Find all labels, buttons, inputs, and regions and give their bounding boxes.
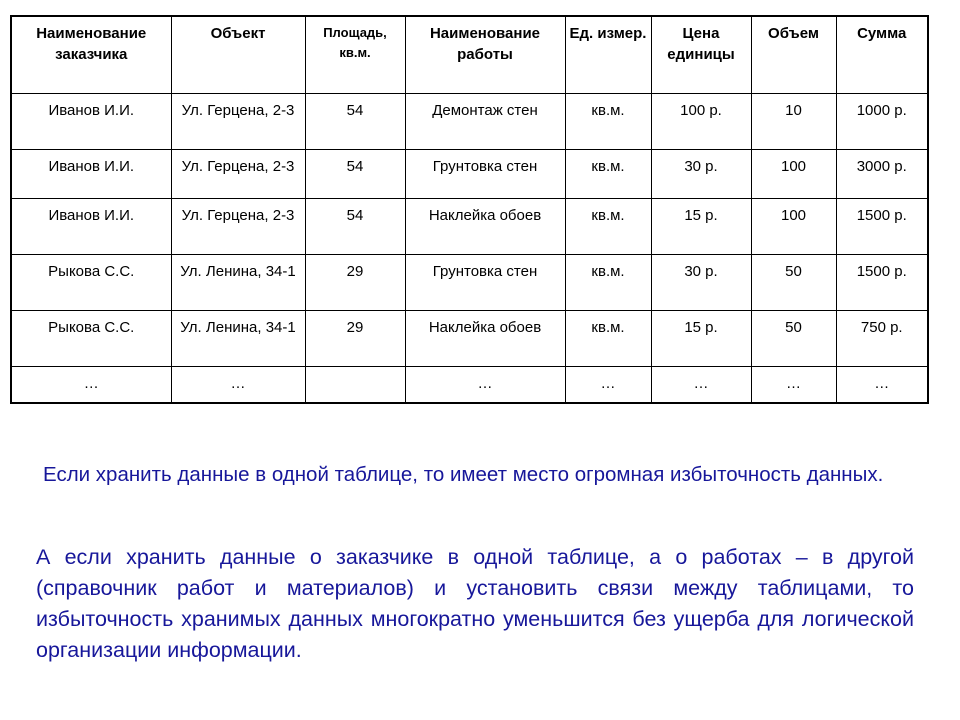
- table-row: [11, 255, 928, 311]
- cell-total: 750 р.: [836, 311, 928, 367]
- cell-volume: …: [751, 367, 836, 404]
- header-object: Объект: [171, 16, 305, 94]
- cell-work: Грунтовка стен: [405, 255, 565, 311]
- cell-unit: кв.м.: [565, 94, 651, 150]
- cell-volume: 100: [751, 199, 836, 255]
- cell-work: Демонтаж стен: [405, 94, 565, 150]
- cell-object: Ул. Ленина, 34-1: [171, 311, 305, 367]
- redundancy-note: Если хранить данные в одной таблице, то имеет место огромная избыточность данных.: [43, 463, 884, 486]
- header-work-name: Наименование работы: [405, 16, 565, 94]
- cell-customer: Иванов И.И.: [11, 94, 171, 150]
- cell-area: 54: [305, 94, 405, 150]
- cell-area: 54: [305, 199, 405, 255]
- cell-unit: кв.м.: [565, 150, 651, 199]
- cell-customer: Рыкова С.С.: [11, 311, 171, 367]
- cell-volume: 50: [751, 311, 836, 367]
- cell-work: Наклейка обоев: [405, 199, 565, 255]
- cell-price: …: [651, 367, 751, 404]
- cell-volume: 100: [751, 150, 836, 199]
- cell-total: 1500 р.: [836, 199, 928, 255]
- cell-unit: кв.м.: [565, 199, 651, 255]
- cell-area: 29: [305, 255, 405, 311]
- cell-price: 30 р.: [651, 255, 751, 311]
- cell-object: Ул. Ленина, 34-1: [171, 255, 305, 311]
- cell-area: 54: [305, 150, 405, 199]
- cell-volume: 10: [751, 94, 836, 150]
- cell-customer: …: [11, 367, 171, 404]
- cell-total: …: [836, 367, 928, 404]
- cell-price: 100 р.: [651, 94, 751, 150]
- cell-work: Грунтовка стен: [405, 150, 565, 199]
- cell-volume: 50: [751, 255, 836, 311]
- cell-unit: кв.м.: [565, 255, 651, 311]
- cell-work: Наклейка обоев: [405, 311, 565, 367]
- normalization-note: А если хранить данные о заказчике в одной таблице, а о работах – в другой (справочник работ и материалов) и установить связи между таблицами, то избыточность хранимых данных многократно уменьшится без ущерба для логической организации информации.: [36, 545, 914, 662]
- header-unit-price: Цена единицы: [651, 16, 751, 94]
- cell-object: Ул. Герцена, 2-3: [171, 94, 305, 150]
- cell-total: 1500 р.: [836, 255, 928, 311]
- cell-unit: кв.м.: [565, 311, 651, 367]
- header-unit: Ед. измер.: [565, 16, 651, 94]
- cell-price: 30 р.: [651, 150, 751, 199]
- cell-work: …: [405, 367, 565, 404]
- cell-total: 3000 р.: [836, 150, 928, 199]
- table-row-ellipsis: [11, 367, 928, 404]
- cell-customer: Иванов И.И.: [11, 199, 171, 255]
- table-header-row: [11, 16, 928, 94]
- cell-total: 1000 р.: [836, 94, 928, 150]
- cell-area: [305, 367, 405, 404]
- cell-unit: …: [565, 367, 651, 404]
- header-total: Сумма: [836, 16, 928, 94]
- cell-object: Ул. Герцена, 2-3: [171, 150, 305, 199]
- cell-object: …: [171, 367, 305, 404]
- header-customer-name: Наименование заказчика: [11, 16, 171, 94]
- header-volume: Объем: [751, 16, 836, 94]
- table-row: [11, 94, 928, 150]
- header-area: Площадь, кв.м.: [305, 16, 405, 94]
- cell-area: 29: [305, 311, 405, 367]
- orders-table: [10, 15, 929, 404]
- cell-customer: Иванов И.И.: [11, 150, 171, 199]
- cell-customer: Рыкова С.С.: [11, 255, 171, 311]
- table-row: [11, 199, 928, 255]
- table-row: [11, 150, 928, 199]
- cell-object: Ул. Герцена, 2-3: [171, 199, 305, 255]
- cell-price: 15 р.: [651, 199, 751, 255]
- table-row: [11, 311, 928, 367]
- cell-price: 15 р.: [651, 311, 751, 367]
